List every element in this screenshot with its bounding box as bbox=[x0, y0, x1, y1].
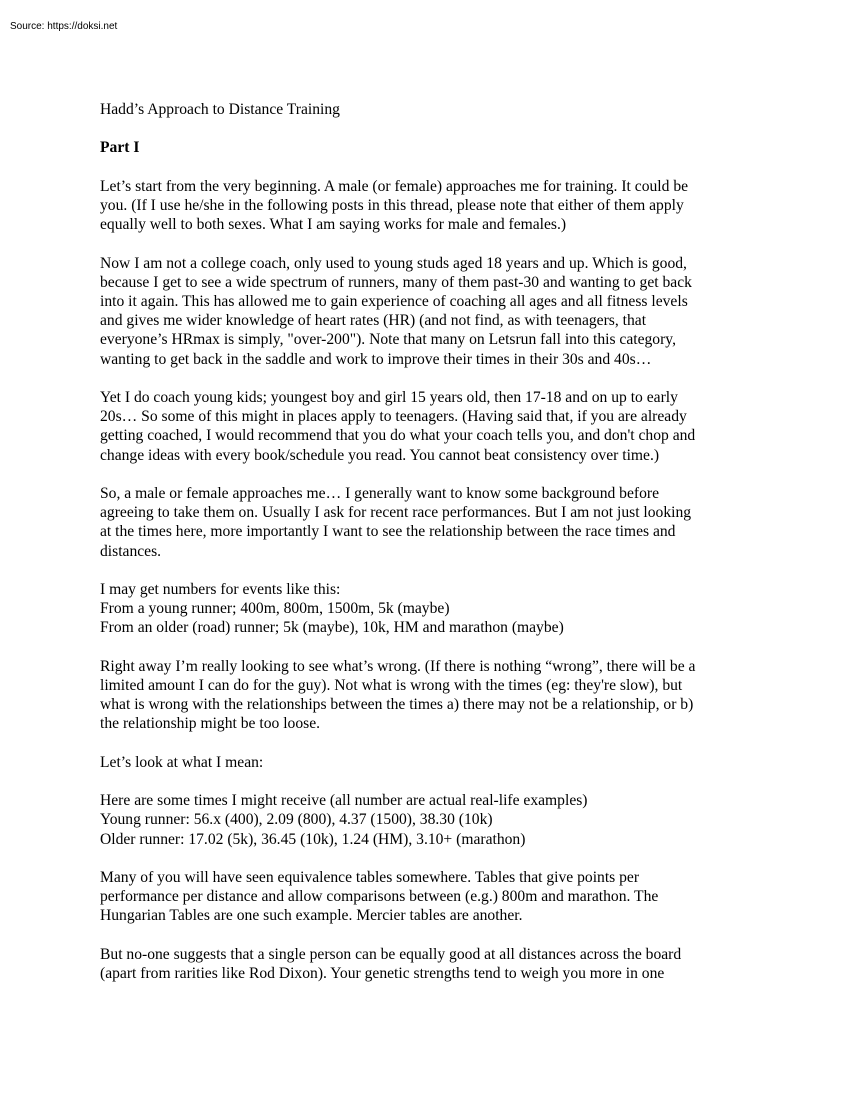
text-line: Older runner: 17.02 (5k), 36.45 (10k), 1.24 (HM), 3.10+ (marathon) bbox=[100, 830, 526, 848]
text-line: into it again. This has allowed me to gain experience of coaching all ages and all fitness levels bbox=[100, 292, 688, 310]
paragraph-whats-wrong bbox=[100, 657, 750, 734]
text-line: agreeing to take them on. Usually I ask for recent race performances. But I am not just looking bbox=[100, 504, 692, 522]
text-line: wanting to get back in the saddle and work to improve their times in their 30s and 40s… bbox=[100, 350, 652, 368]
text-line: Yet I do coach young kids; youngest boy and girl 15 years old, then 17-18 and on up to early bbox=[100, 388, 678, 406]
text-line: you. (If I use he/she in the following posts in this thread, please note that either of them apply bbox=[100, 196, 684, 214]
paragraph-genetic-strengths bbox=[100, 945, 750, 983]
source-note: Source: https://doksi.net bbox=[10, 21, 118, 32]
paragraph-race-performances bbox=[100, 484, 750, 561]
text-line: So, a male or female approaches me… I generally want to know some background before bbox=[100, 484, 660, 502]
text-line: the relationship might be too loose. bbox=[100, 715, 321, 733]
text-line: 20s… So some of this might in places apply to teenagers. (Having said that, if you are already bbox=[100, 408, 687, 426]
text-line: limited amount I can do for the guy). Not what is wrong with the times (eg: they're slow), but bbox=[100, 676, 683, 694]
text-line: what is wrong with the relationships between the times a) there may not be a relationship, or b) bbox=[100, 696, 694, 714]
text-line: From a young runner; 400m, 800m, 1500m, 5k (maybe) bbox=[100, 600, 450, 618]
text-line: at the times here, more importantly I want to see the relationship between the race times and bbox=[100, 523, 676, 541]
paragraph-equivalence-tables bbox=[100, 868, 750, 926]
text-line: Let’s start from the very beginning. A male (or female) approaches me for training. It could be bbox=[100, 177, 689, 195]
text-line: Young runner: 56.x (400), 2.09 (800), 4.37 (1500), 38.30 (10k) bbox=[100, 811, 493, 829]
paragraph-intro bbox=[100, 177, 750, 235]
text-line: Right away I’m really looking to see what’s wrong. (If there is nothing “wrong”, there will be a bbox=[100, 657, 696, 675]
text-line: I may get numbers for events like this: bbox=[100, 580, 341, 598]
paragraph-young-kids bbox=[100, 388, 750, 465]
text-line: From an older (road) runner; 5k (maybe), 10k, HM and marathon (maybe) bbox=[100, 619, 564, 637]
document-page bbox=[100, 100, 750, 1002]
paragraph-lets-look bbox=[100, 753, 750, 772]
paragraph-coaching-background bbox=[100, 254, 750, 369]
paragraph-event-numbers bbox=[100, 580, 750, 638]
text-line: getting coached, I would recommend that you do what your coach tells you, and don't chop and bbox=[100, 427, 696, 445]
text-line: change ideas with every book/schedule you read. You cannot beat consistency over time.) bbox=[100, 446, 660, 464]
document-title: Hadd’s Approach to Distance Training bbox=[100, 101, 340, 118]
text-line: Let’s look at what I mean: bbox=[100, 753, 264, 771]
text-line: and gives me wider knowledge of heart rates (HR) (and not find, as with teenagers, that bbox=[100, 312, 647, 330]
text-line: Now I am not a college coach, only used to young studs aged 18 years and up. Which is good, bbox=[100, 254, 687, 272]
text-line: because I get to see a wide spectrum of runners, many of them past-30 and wanting to get back bbox=[100, 273, 692, 291]
part-heading: Part I bbox=[100, 139, 140, 157]
paragraph-example-times bbox=[100, 791, 750, 849]
text-line: Here are some times I might receive (all number are actual real-life examples) bbox=[100, 792, 588, 810]
text-line: equally well to both sexes. What I am saying works for male and females.) bbox=[100, 216, 567, 234]
text-line: But no-one suggests that a single person can be equally good at all distances across the board bbox=[100, 945, 682, 963]
text-line: Many of you will have seen equivalence tables somewhere. Tables that give points per bbox=[100, 868, 640, 886]
text-line: Hungarian Tables are one such example. Mercier tables are another. bbox=[100, 907, 523, 925]
text-line: performance per distance and allow comparisons between (e.g.) 800m and marathon. The bbox=[100, 888, 659, 906]
text-line: distances. bbox=[100, 542, 162, 560]
text-line: (apart from rarities like Rod Dixon). Your genetic strengths tend to weigh you more in one bbox=[100, 964, 665, 982]
text-line: everyone’s HRmax is simply, "over-200"). Note that many on Letsrun fall into this category, bbox=[100, 331, 676, 349]
